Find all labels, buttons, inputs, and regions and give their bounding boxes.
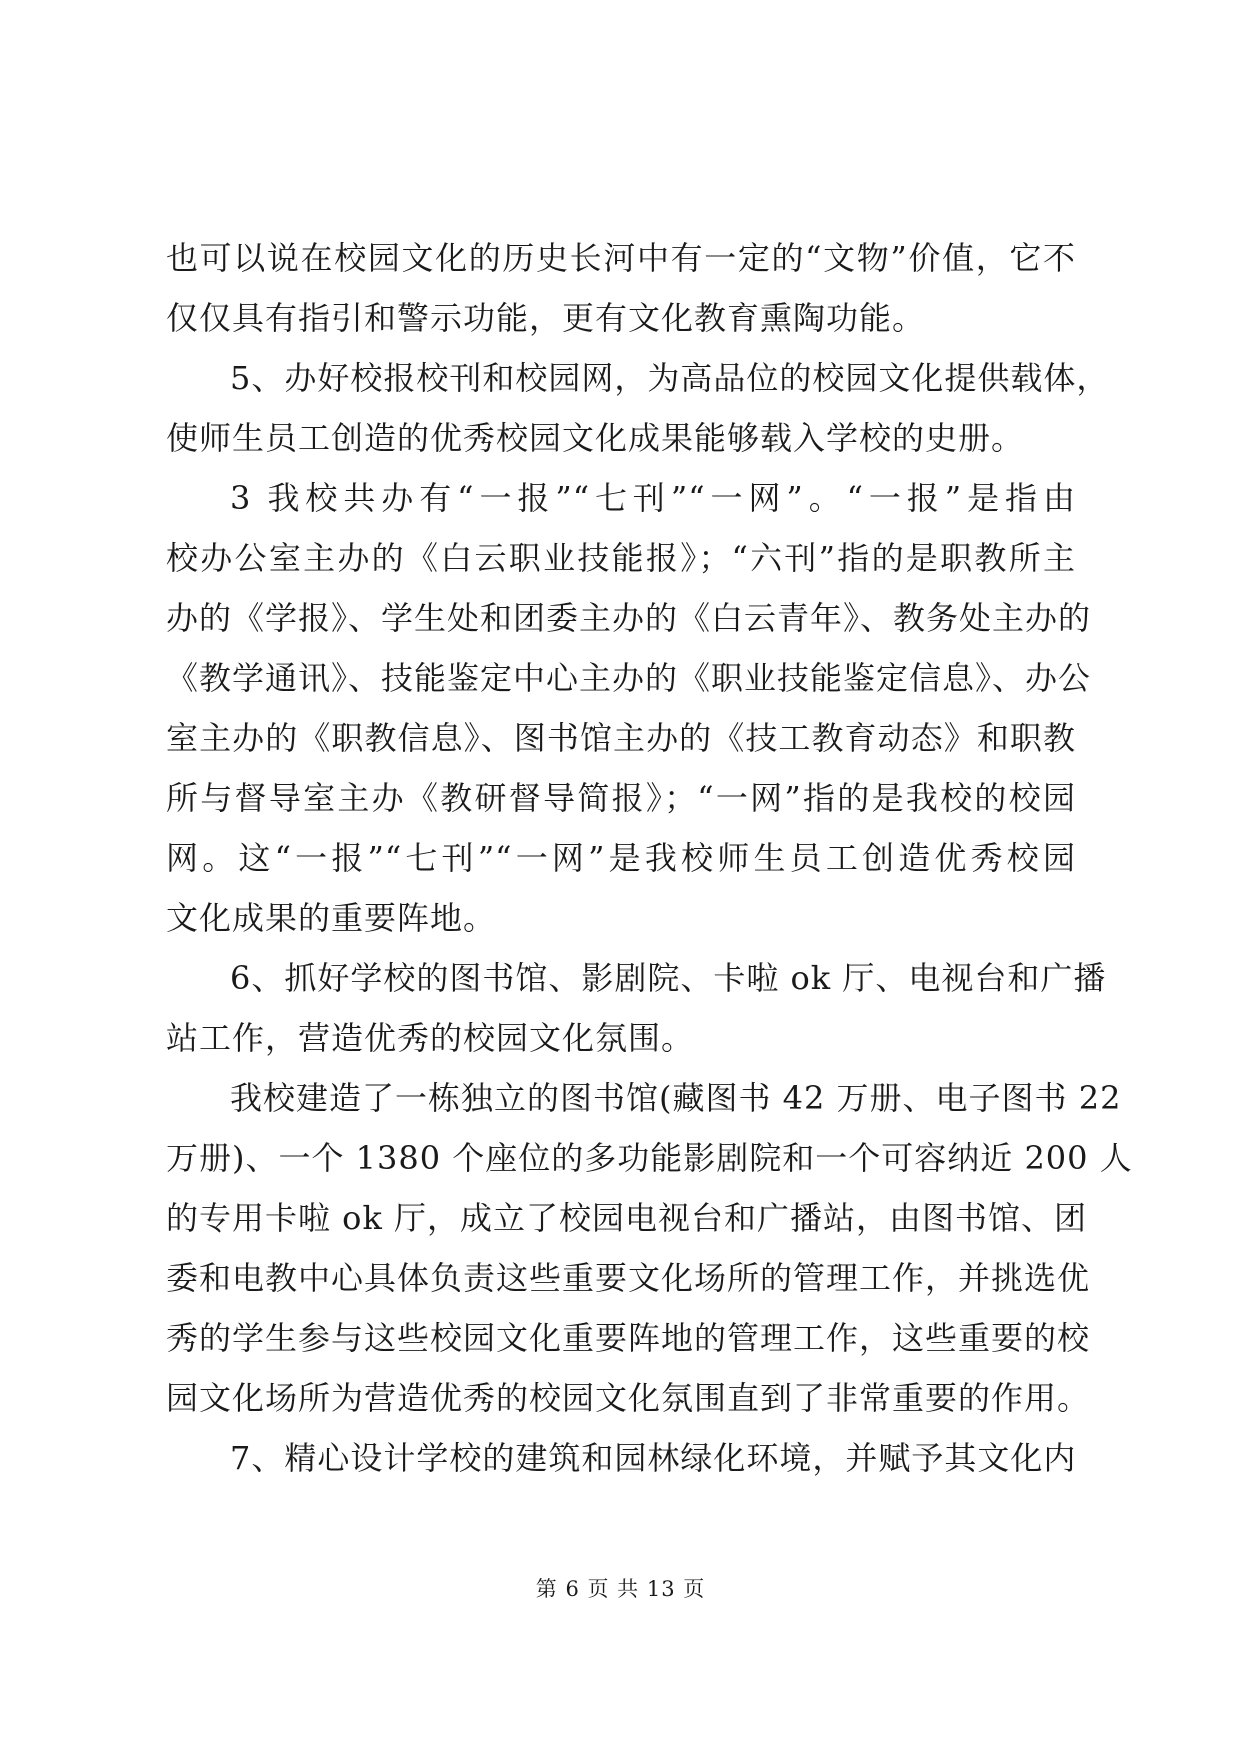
text-line: 使师生员工创造的优秀校园文化成果能够载入学校的史册。 — [166, 419, 1025, 457]
text-line: 委和电教中心具体负责这些重要文化场所的管理工作，并挑选优 — [166, 1259, 1091, 1297]
section-heading-6: 6、抓好学校的图书馆、影剧院、卡啦 ok 厅、电视台和广播 — [230, 959, 1107, 997]
text-line: 我校建造了一栋独立的图书馆(藏图书 42 万册、电子图书 22 — [230, 1079, 1122, 1117]
text-line: 校办公室主办的《白云职业技能报》；“六刊”指的是职教所主 — [166, 539, 1076, 577]
body-text — [166, 228, 1133, 1488]
text-line: 所与督导室主办《教研督导简报》；“一网”指的是我校的校园 — [166, 779, 1076, 817]
section-heading-7: 7、精心设计学校的建筑和园林绿化环境，并赋予其文化内 — [230, 1439, 1077, 1477]
text-line: 仅仅具有指引和警示功能，更有文化教育熏陶功能。 — [166, 299, 926, 337]
text-line: 园文化场所为营造优秀的校园文化氛围直到了非常重要的作用。 — [166, 1379, 1091, 1417]
text-line: 秀的学生参与这些校园文化重要阵地的管理工作，这些重要的校 — [166, 1319, 1091, 1357]
section-heading-5: 5、办好校报校刊和校园网，为高品位的校园文化提供载体， — [230, 359, 1110, 397]
text-line: 站工作，营造优秀的校园文化氛围。 — [166, 1019, 695, 1057]
text-line: 《教学通讯》、技能鉴定中心主办的《职业技能鉴定信息》、办公 — [166, 659, 1092, 697]
text-line: 3 我校共办有“一报”“七刊”“一网”。“一报”是指由 — [230, 479, 1076, 517]
text-line: 网。这“一报”“七刊”“一网”是我校师生员工创造优秀校园 — [166, 839, 1076, 877]
text-line: 万册)、一个 1380 个座位的多功能影剧院和一个可容纳近 200 人 — [166, 1139, 1133, 1177]
page-footer: 第 6 页 共 13 页 — [535, 1577, 706, 1601]
text-line: 文化成果的重要阵地。 — [166, 899, 497, 937]
text-line: 办的《学报》、学生处和团委主办的《白云青年》、教务处主办的 — [166, 599, 1092, 637]
text-line: 也可以说在校园文化的历史长河中有一定的“文物”价值，它不 — [166, 239, 1076, 277]
text-line: 室主办的《职教信息》、图书馆主办的《技工教育动态》和职教 — [166, 719, 1076, 757]
text-line: 的专用卡啦 ok 厅，成立了校园电视台和广播站，由图书馆、团 — [166, 1199, 1088, 1237]
